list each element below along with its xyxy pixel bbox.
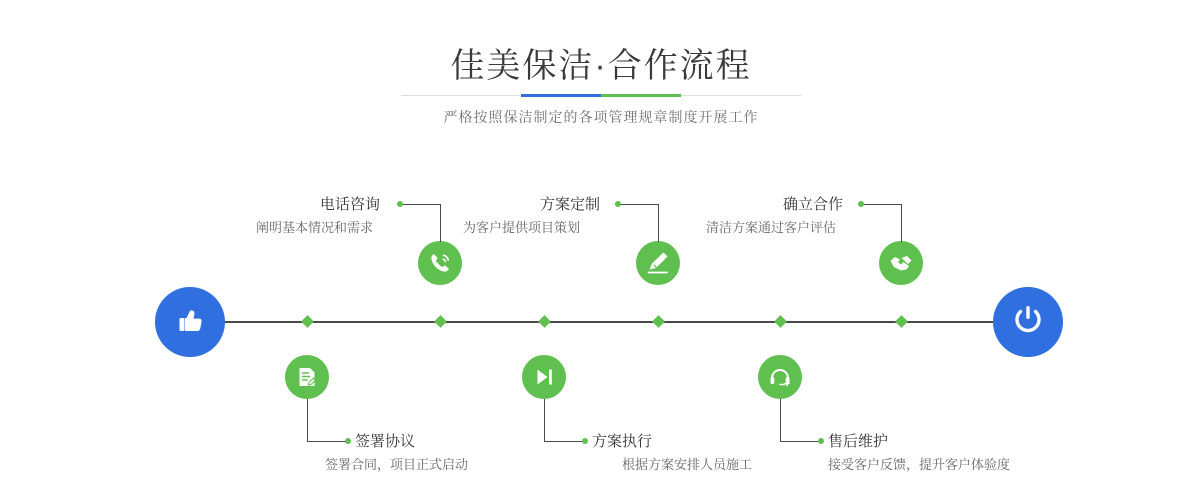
step-title-4: 方案执行 — [592, 433, 653, 450]
step-desc-5: 清洁方案通过客户评估 — [706, 220, 837, 235]
handshake-icon — [888, 250, 914, 276]
connector-tip — [582, 438, 588, 444]
step-icon-3 — [636, 241, 680, 285]
axis-marker — [895, 315, 908, 328]
connector-line — [780, 441, 820, 442]
step-desc-6: 接受客户反馈，提升客户体验度 — [828, 457, 1011, 472]
connector-line — [544, 399, 545, 441]
connector-tip — [397, 201, 403, 207]
step-title-1: 电话咨询 — [320, 196, 381, 213]
start-node — [155, 287, 225, 357]
step-title-3: 方案定制 — [540, 196, 601, 213]
connector-line — [658, 204, 659, 242]
connector-line — [307, 441, 347, 442]
play-forward-icon — [531, 364, 557, 390]
title-divider-accent-blue — [521, 94, 601, 97]
step-title-5: 确立合作 — [783, 196, 844, 213]
step-desc-1: 阐明基本情况和需求 — [256, 220, 374, 235]
page-title: 佳美保洁·合作流程 — [450, 47, 752, 85]
page-subtitle: 严格按照保洁制定的各项管理规章制度开展工作 — [443, 109, 759, 125]
connector-line — [307, 399, 308, 441]
connector-line — [780, 399, 781, 441]
title-divider-accent-green — [601, 94, 681, 97]
step-desc-2: 签署合同，项目正式启动 — [325, 457, 469, 472]
axis-marker — [301, 315, 314, 328]
step-icon-1 — [418, 241, 462, 285]
connector-tip — [615, 201, 621, 207]
connector-tip — [345, 438, 351, 444]
step-desc-3: 为客户提供项目策划 — [463, 220, 581, 235]
step-icon-6 — [758, 355, 802, 399]
axis-marker — [774, 315, 787, 328]
end-node — [993, 287, 1063, 357]
step-title-2: 签署协议 — [355, 433, 416, 450]
connector-line — [440, 204, 441, 242]
thumbs-up-icon — [172, 302, 208, 343]
step-icon-5 — [879, 241, 923, 285]
plan-pencil-icon — [645, 250, 671, 276]
connector-line — [544, 441, 584, 442]
connector-line — [400, 204, 440, 205]
connector-tip — [858, 201, 864, 207]
step-desc-4: 根据方案安排人员施工 — [622, 457, 753, 472]
axis-marker — [538, 315, 551, 328]
phone-call-icon — [427, 250, 453, 276]
connector-tip — [818, 438, 824, 444]
step-icon-2 — [285, 355, 329, 399]
axis-marker — [652, 315, 665, 328]
step-title-6: 售后维护 — [828, 433, 889, 450]
connector-line — [901, 204, 902, 242]
connector-line — [861, 204, 901, 205]
document-edit-icon — [294, 364, 320, 390]
step-icon-4 — [522, 355, 566, 399]
connector-line — [618, 204, 658, 205]
headset-support-icon — [767, 364, 793, 390]
axis-marker — [434, 315, 447, 328]
power-icon — [1008, 300, 1048, 345]
